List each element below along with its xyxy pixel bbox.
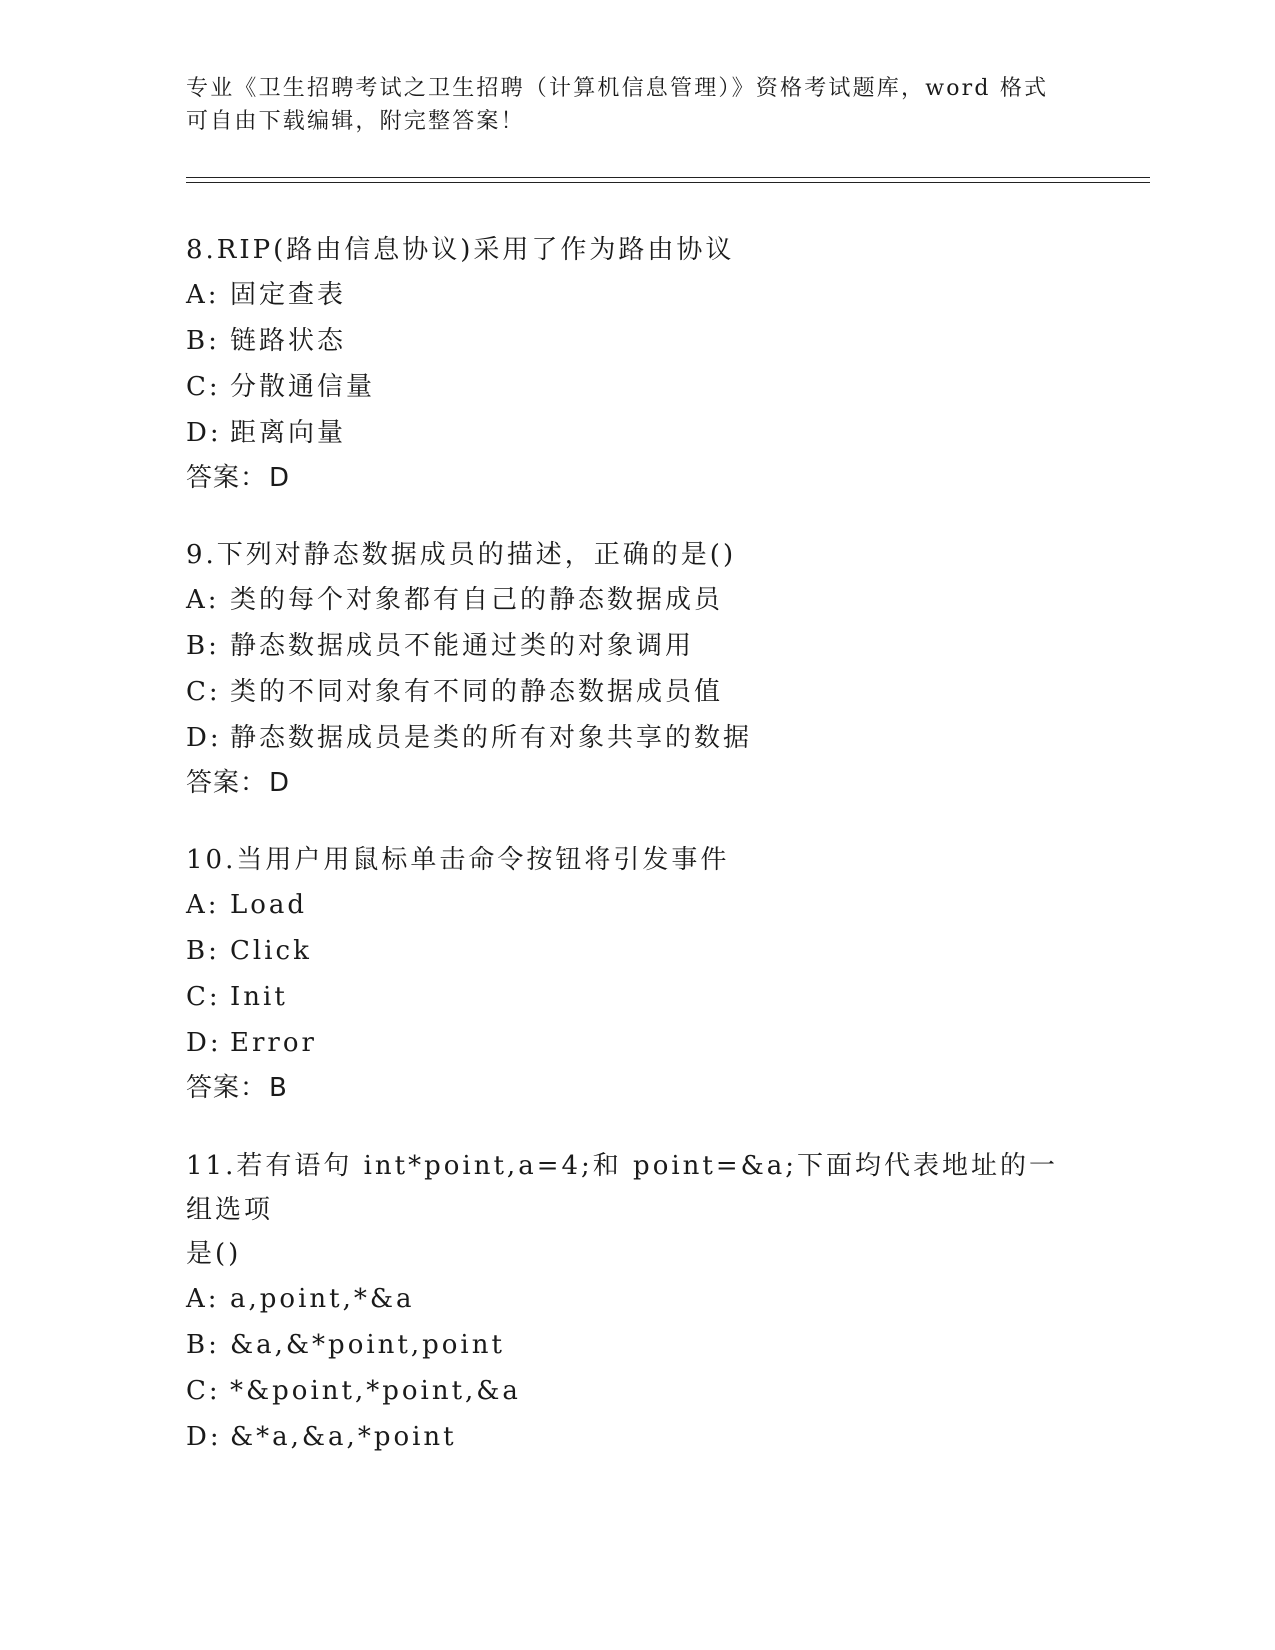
question-10 xyxy=(186,838,1086,1110)
option-letter: A: xyxy=(186,890,220,920)
option-text: 固定查表 xyxy=(230,280,347,310)
option-letter: C: xyxy=(186,677,221,707)
option-a xyxy=(186,1276,1086,1322)
option-letter: C: xyxy=(186,372,221,402)
option-d xyxy=(186,715,1086,761)
option-c xyxy=(186,669,1086,715)
option-text: 静态数据成员是类的所有对象共享的数据 xyxy=(230,723,753,753)
question-text-line-2: 是() xyxy=(186,1239,242,1269)
option-text: Load xyxy=(230,890,308,920)
header-divider-top xyxy=(186,177,1150,178)
answer-label: 答案： xyxy=(186,768,268,798)
answer-line xyxy=(186,1066,1086,1110)
option-text: a,point,*&a xyxy=(230,1284,415,1314)
option-letter: D: xyxy=(186,723,222,753)
option-text: &a,&*point,point xyxy=(230,1330,505,1360)
answer-line xyxy=(186,456,1086,500)
option-letter: D: xyxy=(186,1422,222,1452)
option-letter: A: xyxy=(186,585,220,615)
option-letter: A: xyxy=(186,280,220,310)
option-b xyxy=(186,623,1086,669)
question-9 xyxy=(186,533,1086,805)
question-text-line-1: 11.若有语句 int*point,a=4;和 point=&a;下面均代表地址的一组选项 xyxy=(186,1151,1059,1225)
option-text: Error xyxy=(230,1028,317,1058)
option-a xyxy=(186,272,1086,318)
option-letter: B: xyxy=(186,631,220,661)
option-b xyxy=(186,318,1086,364)
option-c xyxy=(186,364,1086,410)
answer-label: 答案： xyxy=(186,1073,268,1103)
option-letter: B: xyxy=(186,1330,220,1360)
answer-line xyxy=(186,761,1086,805)
answer-value: D xyxy=(269,463,291,493)
option-text: 链路状态 xyxy=(230,326,347,356)
header-divider-bottom xyxy=(186,182,1150,183)
option-d xyxy=(186,410,1086,456)
option-a xyxy=(186,882,1086,928)
option-letter: D: xyxy=(186,1028,222,1058)
option-text: 静态数据成员不能通过类的对象调用 xyxy=(230,631,695,661)
header-line-2: 可自由下载编辑，附完整答案！ xyxy=(186,109,525,134)
question-text: 10.当用户用鼠标单击命令按钮将引发事件 xyxy=(186,845,730,875)
option-text: 类的每个对象都有自己的静态数据成员 xyxy=(230,585,724,615)
answer-value: B xyxy=(269,1073,288,1103)
option-letter: C: xyxy=(186,1376,221,1406)
question-text: 9.下列对静态数据成员的描述，正确的是() xyxy=(186,540,737,570)
answer-label: 答案： xyxy=(186,463,268,493)
option-letter: C: xyxy=(186,982,221,1012)
option-c xyxy=(186,1368,1086,1414)
option-text: 分散通信量 xyxy=(230,372,376,402)
option-d xyxy=(186,1020,1086,1066)
option-b xyxy=(186,928,1086,974)
option-letter: A: xyxy=(186,1284,220,1314)
option-c xyxy=(186,974,1086,1020)
option-b xyxy=(186,1322,1086,1368)
question-11 xyxy=(186,1144,1086,1460)
option-text: 类的不同对象有不同的静态数据成员值 xyxy=(230,677,724,707)
option-letter: B: xyxy=(186,936,220,966)
option-text: *&point,*point,&a xyxy=(230,1376,521,1406)
option-text: Click xyxy=(230,936,312,966)
option-letter: B: xyxy=(186,326,220,356)
document-header xyxy=(186,72,1086,138)
header-line-1: 专业《卫生招聘考试之卫生招聘（计算机信息管理）》资格考试题库，word 格式 xyxy=(186,76,1049,101)
option-text: &*a,&a,*point xyxy=(230,1422,457,1452)
option-text: Init xyxy=(230,982,288,1012)
question-text: 8.RIP(路由信息协议)采用了作为路由协议 xyxy=(186,235,735,265)
question-8 xyxy=(186,228,1086,500)
option-a xyxy=(186,577,1086,623)
answer-value: D xyxy=(269,768,291,798)
option-text: 距离向量 xyxy=(230,418,347,448)
option-letter: D: xyxy=(186,418,222,448)
option-d xyxy=(186,1414,1086,1460)
